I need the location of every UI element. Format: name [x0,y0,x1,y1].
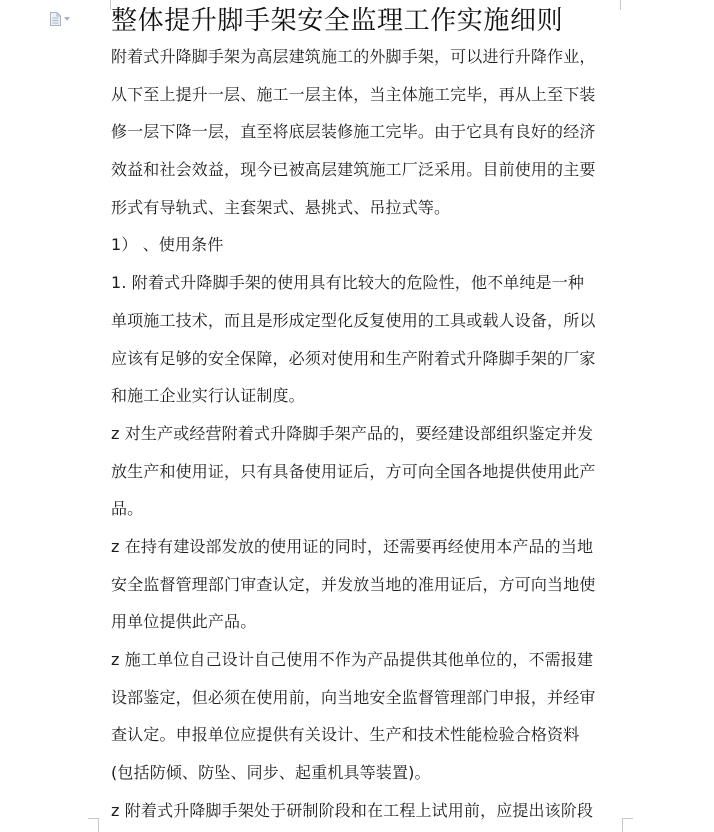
paragraph-line: 效益和社会效益，现今已被高层建筑施工厂泛采用。目前使用的主要 [111,160,596,180]
paragraph-line: 1. 附着式升降脚手架的使用具有比较大的危险性，他不单纯是一种 [111,273,585,293]
paragraph-line: z 附着式升降脚手架处于研制阶段和在工程上试用前，应提出该阶段 [111,800,594,820]
paragraph-line: 安全监督管理部门审查认定，并发放当地的准用证后，方可向当地使 [111,574,596,594]
section-heading: 1） 、使用条件 [111,235,224,255]
paragraph-line: z 施工单位自己设计自己使用不作为产品提供其他单位的，不需报建 [111,650,594,669]
paragraph-line: 从下至上提升一层、施工一层主体，当主体施工完毕，再从上至下装 [111,84,596,104]
paragraph-line: 放生产和使用证，只有具备使用证后，方可向全国各地提供使用此产 [111,461,596,481]
paragraph-line: 形式有导轨式、主套架式、悬挑式、吊拉式等。 [111,197,451,217]
document-title: 整体提升脚手架安全监理工作实施细则 [111,6,564,36]
paragraph-line: 设部鉴定，但必须在使用前，向当地安全监督管理部门申报，并经审 [111,687,596,707]
margin-mark-bottom-right [622,818,633,832]
paragraph-line: 单项施工技术，而且是形成定型化反复使用的工具或载人设备，所以 [111,310,596,330]
paragraph-line: 修一层下降一层，直至将底层装修施工完毕。由于它具有良好的经济 [111,122,596,142]
paragraph-line: 用单位提供此产品。 [111,612,257,632]
document-icon [50,12,61,26]
chevron-down-icon [64,17,70,21]
paragraph-line: 品。 [111,499,144,519]
paragraph-line: 应该有足够的安全保障，必须对使用和生产附着式升降脚手架的厂家 [111,348,596,368]
paragraph-line: 和施工企业实行认证制度。 [111,386,305,406]
paragraph-line: 查认定。申报单位应提供有关设计、生产和技术性能检验合格资料 [111,725,580,745]
paragraph-line: (包括防倾、防坠、同步、起重机具等装置)。 [111,763,431,783]
paragraph-line: z 对生产或经营附着式升降脚手架产品的，要经建设部组织鉴定并发 [111,423,594,443]
margin-mark-bottom-left [88,818,99,832]
paragraph-line: 附着式升降脚手架为高层建筑施工的外脚手架，可以进行升降作业， [111,47,596,66]
paragraph-line: z 在持有建设部发放的使用证的同时，还需要再经使用本产品的当地 [111,536,594,556]
document-menu-button[interactable] [50,12,70,26]
margin-mark-top-left [98,0,111,10]
document-body [111,38,611,829]
